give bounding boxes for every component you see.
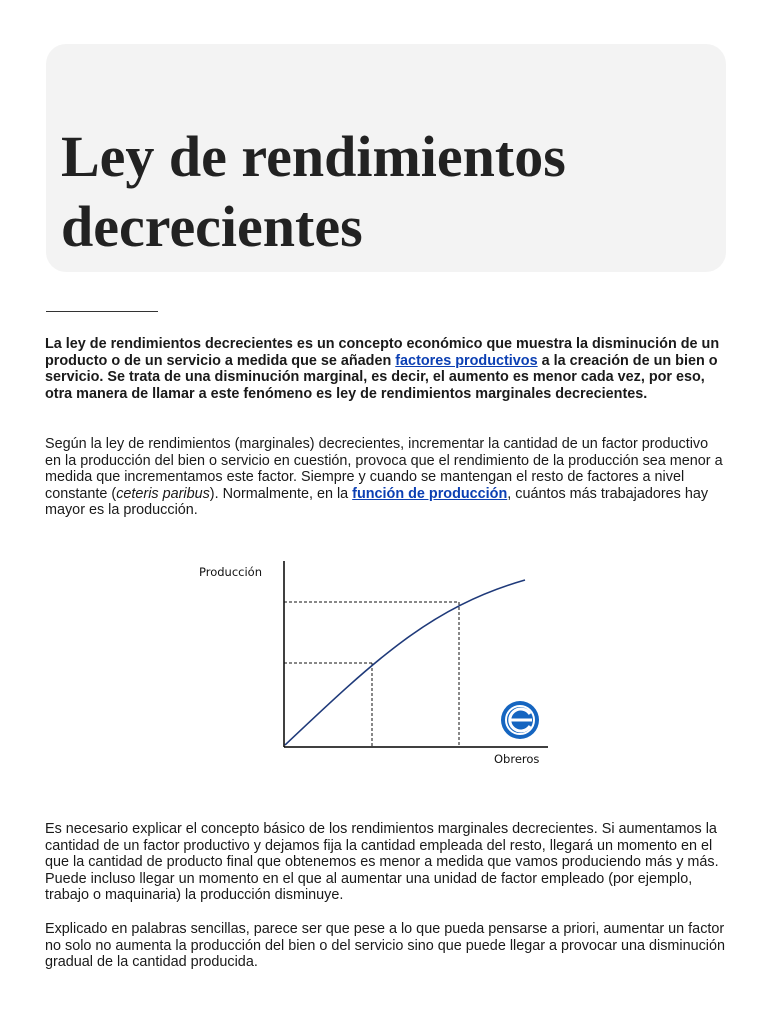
y-axis-label: Producción: [199, 565, 262, 579]
funcion-de-produccion-link[interactable]: función de producción: [352, 485, 508, 502]
paragraph2-text-3: , cuántos más trabajadores hay mayor es la producción.: [45, 485, 709, 519]
intro-text-2: a la creación de un bien o servicio. Se trata de una disminución marginal, es decir, el aumento es menor cada vez, por eso, otra manera de llamar a este fenómeno es ley de rendimientos marginales decrecientes.: [45, 352, 718, 402]
paragraph2-text-2: ). Normalmente, en la: [209, 485, 353, 502]
economipedia-logo-icon: [501, 701, 539, 739]
ceteris-paribus-text: ceteris paribus: [116, 485, 210, 502]
intro-paragraph: [45, 336, 725, 402]
page-title: Ley de rendimientos decrecientes: [61, 124, 566, 259]
x-axis-label: Obreros: [494, 752, 540, 766]
explanation-paragraph: [45, 436, 725, 519]
paragraph2-text-1: Según la ley de rendimientos (marginales) decrecientes, incrementar la cantidad de un factor productivo en la producción del bien o servicio en cuestión, provoca que el rendimiento de la producción sea menor a medida que incrementamos este factor. Siempre y cuando se mantengan el resto de factores a nivel constante (: [45, 436, 723, 502]
intro-text-1: La ley de rendimientos decrecientes es un concepto económico que muestra la disminución de un producto o de un servicio a medida que se añaden: [45, 336, 720, 369]
factores-productivos-link[interactable]: factores productivos: [395, 352, 538, 369]
chart-svg: [196, 555, 556, 770]
concept-paragraph: Es necesario explicar el concepto básico de los rendimientos marginales decrecientes. Si aumentamos la cantidad de un factor productivo y dejamos fija la cantidad empleada del resto, llegará un momento en el que la cantidad de producto final que obtenemos es menor a medida que vamos produciendo más y más. Puede incluso llegar un momento en el que al aumentar una unidad de factor empleado (por ejemplo, trabajo o maquinaria) la producción disminuye.: [45, 821, 719, 904]
production-chart: [196, 555, 556, 770]
divider: [46, 311, 158, 312]
simple-explanation-paragraph: Explicado en palabras sencillas, parece ser que pese a lo que pueda pensarse a priori, aumentar un factor no solo no aumenta la producción del bien o del servicio sino que puede llegar a provocar una disminución gradual de la cantidad producida.: [45, 921, 725, 971]
title-banner: [46, 44, 726, 272]
